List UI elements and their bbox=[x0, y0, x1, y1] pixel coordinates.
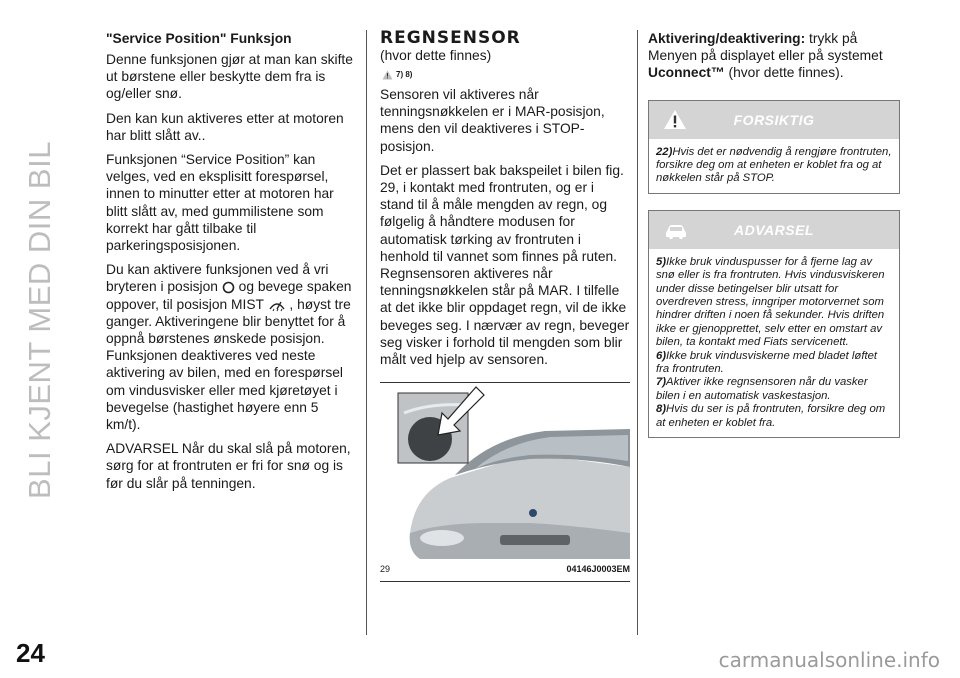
warning-title: ADVARSEL bbox=[734, 221, 814, 238]
side-section-title bbox=[10, 20, 70, 620]
paragraph-text: , høyst tre ganger. Aktiveringene blir benyttet for å oppnå børstenes ønskede posisjon. Funksjonen deaktiveres ved neste aktivering av bilen, med en forespørsel om vindusvisker eller med kjøretøyet i bevegelse (hastighet høyere enn 5 km/t). bbox=[106, 296, 351, 433]
caution-item-text: Hvis det er nødvendig å rengjøre frontruten, forsikre deg om at enheten er koblet fra og at nøkkelen står på STOP. bbox=[656, 145, 892, 185]
paragraph: Denne funksjonen gjør at man kan skifte ut børstene eller beskytte dem fra is og/eller snø. bbox=[106, 52, 353, 102]
warning-item-text: Ikke bruk vindusviskerne med bladet løftet fra frontruten. bbox=[656, 349, 878, 376]
section-heading-rain-sensor: REGNSENSOR bbox=[380, 28, 521, 48]
paragraph-activation bbox=[106, 261, 356, 433]
column-rain-sensor bbox=[380, 30, 630, 375]
circle-position-icon bbox=[222, 281, 235, 294]
warning-item-number: 7) bbox=[656, 376, 667, 389]
warning-box-body bbox=[649, 249, 899, 437]
caution-box-body bbox=[649, 139, 899, 193]
figure-rain-sensor bbox=[380, 382, 630, 582]
windshield-wiper-mist-icon bbox=[268, 298, 286, 312]
paragraph: Sensoren vil aktiveres når tenningsnøkkelen er i MAR-posisjon, mens den vil deaktiveres i STOP-posisjon. bbox=[380, 87, 605, 154]
paragraph-text: (hvor dette finnes). bbox=[724, 65, 844, 81]
paragraph-text: trykk på Menyen på displayet eller på systemet bbox=[648, 31, 883, 64]
paragraph-warning-note: ADVARSEL Når du skal slå på motoren, sørg for at frontruten er fri for snø og is før du slår på tenningen. bbox=[106, 441, 351, 491]
section-subheading: (hvor dette finnes) bbox=[380, 48, 492, 63]
page-number: 24 bbox=[16, 638, 45, 668]
car-warning-icon bbox=[663, 219, 689, 240]
car-illustration bbox=[380, 383, 630, 579]
warning-item-number: 8) bbox=[656, 403, 667, 416]
paragraph-activation-intro bbox=[648, 30, 900, 82]
caution-box-header bbox=[649, 101, 899, 139]
section-heading-service-position: "Service Position" Funksjon bbox=[106, 31, 292, 46]
caution-box bbox=[648, 100, 900, 194]
column-activation bbox=[648, 30, 900, 438]
figure-code: 04146J0003EM bbox=[566, 564, 630, 574]
side-section-title-text: BLI KJENT MED DIN BIL bbox=[22, 141, 57, 499]
paragraph: Den kan kun aktiveres etter at motoren har blitt slått av.. bbox=[106, 110, 344, 143]
warning-box bbox=[648, 210, 900, 438]
warning-item bbox=[656, 403, 892, 430]
warning-triangle-icon bbox=[382, 70, 393, 80]
warning-item-text: Hvis du ser is på frontruten, forsikre deg om at enheten er koblet fra. bbox=[656, 403, 886, 429]
warning-item-number: 6) bbox=[656, 349, 667, 362]
column-divider-1 bbox=[366, 30, 367, 635]
warning-triangle-icon bbox=[663, 109, 687, 130]
reference-numbers: 7) 8) bbox=[396, 70, 413, 79]
column-service-position bbox=[106, 30, 356, 499]
warning-item-text: Aktiver ikke regnsensoren når du vasker bilen i en automatisk vaskestasjon. bbox=[656, 376, 868, 402]
paragraph: Det er plassert bak bakspeilet i bilen fig. 29, i kontakt med frontruten, og er i stand til å måle mengden av regn, og følgelig å håndtere modusen for automatisk tørking av frontruten i henhold til vannet som finnes på ruten. Regnsensoren aktiveres når tenningsnøkkelen står på MAR. I tilfelle at det ikke blir oppdaget regn, vil de ikke beveges seg. I nærvær av regn, beveger seg visker i forhold til mengden som blir målt ved hjelp av sensoren. bbox=[380, 162, 630, 368]
paragraph: Funksjonen “Service Position” kan velges, ved en eksplisitt forespørsel, innen to minutter etter at motoren har blitt slått av, med gummilistene som korrekt har gått tilbake til parkeringsposisjonen. bbox=[106, 152, 334, 254]
figure-number: 29 bbox=[380, 564, 391, 574]
column-divider-2 bbox=[637, 30, 638, 635]
warning-box-header bbox=[649, 211, 899, 249]
warning-item-text: Ikke bruk vinduspusser for å fjerne lag av snø eller is fra frontruten. Hvis vindusviskeren under disse betingelser blir utsatt for overdreven stress, inngriper motorvernet som hindrer driften i noen få sekunder. Hvis driften ikke er gjenopprettet, selv etter en omstart av bilen, ta kontakt med Fiats servicenett. bbox=[656, 255, 885, 349]
warning-item bbox=[656, 350, 892, 377]
warning-item bbox=[656, 256, 892, 350]
caution-title: FORSIKTIG bbox=[733, 111, 815, 128]
figure-caption bbox=[380, 564, 630, 574]
caution-item-number: 22) bbox=[656, 145, 673, 158]
paragraph-text: og bevege spaken oppover, til posisjon MIST bbox=[106, 279, 352, 312]
paragraph-text: Du kan aktivere funksjonen ved å vri bryteren i posisjon bbox=[106, 262, 329, 295]
warning-references bbox=[382, 70, 630, 80]
activation-label: Aktivering/deaktivering: bbox=[648, 31, 806, 46]
warning-item-number: 5) bbox=[656, 255, 667, 268]
uconnect-label: Uconnect™ bbox=[648, 65, 725, 81]
watermark: carmanualsonline.info bbox=[718, 648, 940, 672]
warning-item bbox=[656, 376, 892, 403]
caution-item bbox=[656, 146, 892, 186]
